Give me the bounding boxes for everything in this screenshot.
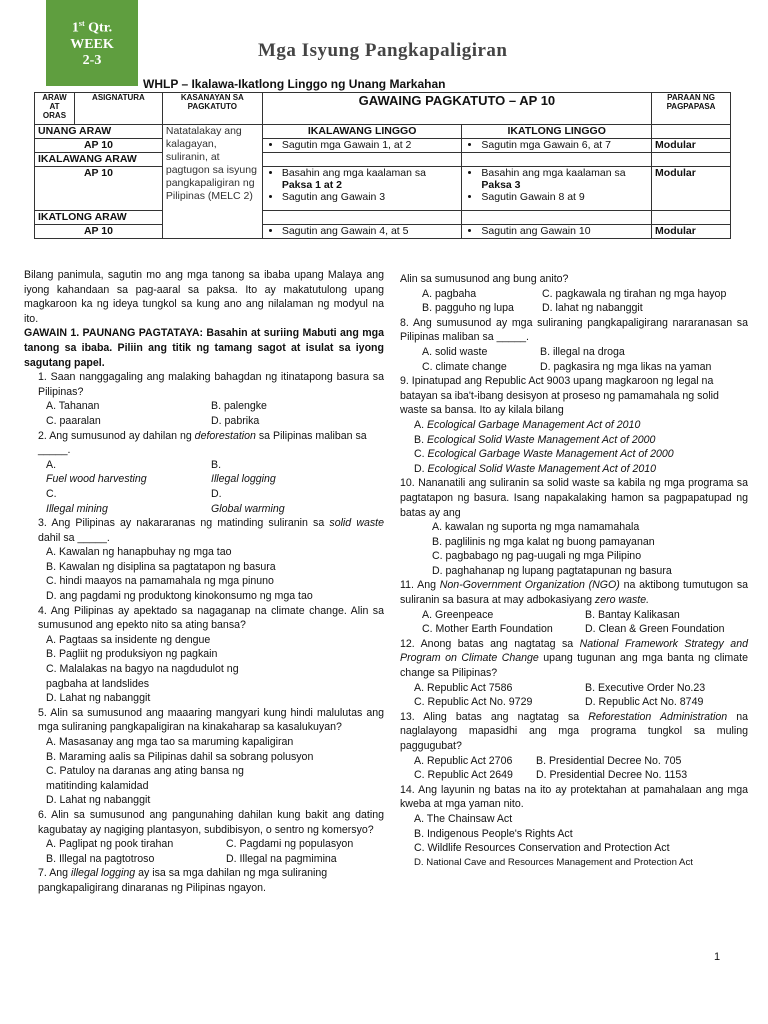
week-label: WEEK — [70, 36, 114, 52]
quarter-week-badge — [46, 0, 138, 86]
day1-subject: AP 10 — [35, 139, 163, 153]
choices-row: C. Republic Act 2649 D. Presidential Decree No. 1153 — [414, 769, 688, 782]
choices-row: C. Mother Earth Foundation D. Clean & Green Foundation — [422, 623, 725, 636]
choice: D. ang pagdami ng produktong kinokonsumo ng mga tao — [46, 590, 313, 603]
choices-row: B. Illegal na pagtotroso D. Illegal na pagmimina — [46, 852, 337, 865]
page-subtitle: WHLP – Ikalawa-Ikatlong Linggo ng Unang Markahan — [143, 77, 446, 91]
qtr-sup: st — [78, 19, 85, 28]
question-4: 4. Ang Pilipinas ay apektado sa nagaganap na climate change. Alin sa sumusunod ang epekto nito sa ating bansa? — [38, 604, 384, 632]
page-title: Mga Isyung Pangkapaligiran — [258, 40, 508, 61]
task-item: • Sagutin ang Gawain 4, at 5 — [282, 225, 459, 237]
question-12: 12. Anong batas ang nagtatag sa National Framework Strategy and Program on Climate Change upang tugunan ang mga banta ng climate change sa Pilipinas? — [400, 637, 748, 680]
choices-row: A. Paglipat ng pook tirahan C. Pagdami ng populasyon — [46, 838, 354, 851]
choice: A. Kawalan ng hanapbuhay ng mga tao — [46, 546, 232, 559]
choices-row: A. pagbaha C. pagkawala ng tirahan ng mga hayop — [422, 287, 727, 300]
choice: A. Pagtaas sa insidente ng dengue — [46, 633, 211, 646]
task-item: • Basahin ang mga kaalaman sa Paksa 3 — [481, 167, 648, 191]
day3-label: IKATLONG ARAW — [35, 211, 163, 225]
task-item: • Sagutin ang Gawain 10 — [481, 225, 648, 237]
week3-header: IKATLONG LINGGO — [462, 125, 652, 139]
choices-row: A. Fuel wood harvesting B. Illegal logging — [46, 458, 276, 486]
choice: C. Patuloy na daranas ang ating bansa ng matitinding kalamidad — [46, 765, 244, 792]
choice: C. Wildlife Resources Conservation and Protection Act — [414, 842, 670, 855]
intro-paragraph: Bilang panimula, sagutin mo ang mga tanong sa ibaba upang Malaya ang iyong kahandaan sa pag-aaral sa paksa. Ito ay makatutulong upang magkaroon ka ng ideya tungkol sa kung ano ang nilalaman ng modyul na ito. — [24, 269, 384, 325]
question-2: 2. Ang sumusunod ay dahilan ng deforestation sa Pilipinas maliban sa _____. — [38, 429, 367, 457]
task-item: • Sagutin ang Gawain 3 — [282, 191, 459, 203]
day3-week2-task — [262, 225, 462, 239]
header-gawain: GAWAING PAGKATUTO – AP 10 — [262, 93, 651, 125]
task-item: • Sagutin mga Gawain 1, at 2 — [282, 139, 459, 151]
question-5: 5. Alin sa sumusunod ang maaaring mangyari kung hindi malulutas ang mga suliraning pangkapaligiran na kinakaharap sa kasalukuyan? — [38, 706, 384, 734]
question-9: 9. Ipinatupad ang Republic Act 9003 upang magkaroon ng legal na batayan sa iba't-ibang desisyon at proseso ng pamamahala ng solid waste sa bansa. Ito ay kilala bilang — [400, 375, 719, 417]
choices-row: C. climate change D. pagkasira ng mga likas na yaman — [422, 360, 712, 373]
choices-row: A. solid waste B. illegal na droga — [422, 345, 625, 358]
question-7: 7. Ang illegal logging ay isa sa mga dahilan ng mga suliraning pangkapaligirang dinaranas ng Pilipinas ngayon. — [38, 867, 328, 894]
day3-mode: Modular — [652, 225, 731, 239]
choice: D. National Cave and Resources Management and Protection Act — [414, 856, 693, 868]
choices-row: A. Republic Act 7586 B. Executive Order No.23 — [414, 681, 706, 694]
day2-label: IKALAWANG ARAW — [35, 153, 163, 167]
gawain1-instructions: GAWAIN 1. PAUNANG PAGTATAYA: Basahin at suriing Mabuti ang mga tanong sa ibaba. Piliin ang titik ng tamang sagot at isulat sa iyong sagutang papel. — [24, 327, 384, 369]
right-column — [400, 272, 748, 870]
choices-row: B. pagguho ng lupa D. lahat ng nabanggit — [422, 302, 643, 315]
choice: C. Ecological Garbage Waste Management Act of 2000 — [414, 448, 674, 461]
header-kasanayan: KASANAYAN SA PAGKATUTO — [162, 93, 262, 125]
choice: A. kawalan ng suporta ng mga namamahala — [432, 521, 640, 534]
choice: D. Ecological Solid Waste Management Act of 2010 — [414, 462, 657, 475]
choice: C. hindi maayos na pamamahala ng mga pinuno — [46, 575, 274, 588]
question-11: 11. Ang Non-Government Organization (NGO) na aktibong tumutugon sa suliranin sa basura at may adbokasiyang zero waste. — [400, 579, 749, 607]
day2-mode: Modular — [652, 167, 731, 211]
choices-row: A. Greenpeace B. Bantay Kalikasan — [422, 608, 680, 621]
day2-subject: AP 10 — [35, 167, 163, 211]
choices-row: C. Illegal mining D. Global warming — [46, 487, 285, 515]
left-column — [24, 268, 384, 896]
choice: D. Lahat ng nabanggit — [46, 794, 151, 807]
week-range: 2-3 — [82, 52, 102, 68]
question-13: 13. Aling batas ang nagtatag sa Reforestation Administration na naglalayong mapasidhi ang mga programa tungkol sa muling paggugubat? — [400, 710, 749, 752]
question-8: 8. Ang sumusunod ay mga suliraning pangkapaligirang nararanasan sa Pilipinas maliban sa _____. — [400, 316, 748, 344]
page-number: 1 — [714, 951, 721, 963]
question-6: 6. Alin sa sumusunod ang pangunahing dahilan kung bakit ang dating kagubatay ay nagiging plantasyon, subdibisyon, o sentro ng komersyo? — [38, 808, 384, 836]
question-1: 1. Saan nanggagaling ang malaking bahagdan ng itinatapong basura sa Pilipinas? — [38, 371, 384, 398]
day1-label: UNANG ARAW — [35, 125, 163, 139]
day3-subject: AP 10 — [35, 225, 163, 239]
choice: C. pagbabago ng pag-uugali ng mga Pilipino — [432, 550, 642, 563]
question-14: 14. Ang layunin ng batas na ito ay protektahan at pamahalaan ang mga kweba at mga yaman nito. — [400, 783, 748, 811]
week2-header: IKALAWANG LINGGO — [262, 125, 462, 139]
choice: B. paglilinis ng mga kalat ng buong pamayanan — [432, 535, 655, 548]
choice: B. Pagliit ng produksiyon ng pagkain — [46, 648, 218, 661]
header-araw: ARAW AT ORAS — [35, 93, 75, 125]
competency-cell: Natatalakay ang kalagayan, suliranin, at pagtugon sa isyung pangkapaligiran ng Pilipinas (MELC 2) — [162, 125, 262, 239]
day1-week2-task — [262, 139, 462, 153]
choice: D. paghahanap ng lupang pagtatapunan ng basura — [432, 564, 672, 577]
choice: B. Indigenous People's Rights Act — [414, 827, 573, 840]
day3-week3-task — [462, 225, 652, 239]
day1-mode: Modular — [652, 139, 731, 153]
header-asignatura: ASIGNATURA — [74, 93, 162, 125]
qtr-word: Qtr. — [88, 20, 113, 36]
choice: B. Maraming aalis sa Pilipinas dahil sa sobrang polusyon — [46, 750, 314, 763]
choices-row: A. Tahanan B. palengke — [46, 400, 267, 413]
header-paraan: PARAAN NG PAGPAPASA — [652, 93, 731, 125]
choice: B. Ecological Solid Waste Management Act of 2000 — [414, 433, 656, 446]
task-item: • Basahin ang mga kaalaman sa Paksa 1 at 2 — [282, 167, 459, 191]
choice: A. Ecological Garbage Management Act of 2010 — [414, 418, 641, 431]
choices-row: C. Republic Act No. 9729 D. Republic Act No. 8749 — [414, 696, 704, 709]
choice: C. Malalakas na bagyo na nagdudulot ng pagbaha at landslides — [46, 663, 239, 690]
qtr-num: 1 — [71, 20, 79, 36]
choices-row: A. Republic Act 2706 B. Presidential Decree No. 705 — [414, 754, 682, 767]
choice: A. The Chainsaw Act — [414, 812, 513, 825]
question-3: 3. Ang Pilipinas ay nakararanas ng matinding suliranin sa solid waste dahil sa _____. — [38, 517, 385, 544]
day2-week3-task — [462, 167, 652, 211]
task-item: • Sagutin mga Gawain 6, at 7 — [481, 139, 648, 151]
question-10: 10. Nananatili ang suliranin sa solid waste sa kabila ng mga programa sa pagtatapon ng basura. Isang napakalaking hamon sa pagpapatupad ng batas ay ang — [400, 477, 748, 519]
weekly-plan-table — [34, 92, 731, 239]
day1-week3-task — [462, 139, 652, 153]
day2-week2-task — [262, 167, 462, 211]
task-item: • Sagutin Gawain 8 at 9 — [481, 191, 648, 203]
question-7-continued: Alin sa sumusunod ang bung anito? — [400, 273, 569, 285]
choice: A. Masasanay ang mga tao sa maruming kapaligiran — [46, 736, 294, 748]
choice: B. Kawalan ng disiplina sa pagtatapon ng basura — [46, 560, 276, 573]
choices-row: C. paaralan D. pabrika — [46, 414, 260, 427]
choice: D. Lahat ng nabanggit — [46, 692, 151, 705]
